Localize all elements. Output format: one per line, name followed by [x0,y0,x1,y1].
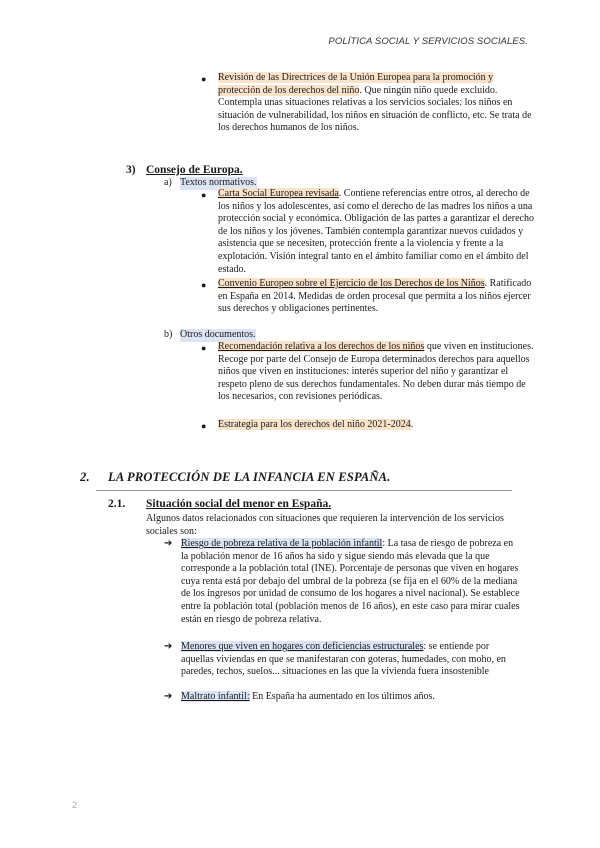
bullet-icon: ● [201,190,207,200]
item-text: . [410,419,414,430]
subsection-title: Textos normativos. [180,177,257,188]
highlighted-term: Maltrato infantil: [181,691,250,702]
page-number: 2 [72,800,78,810]
bullet-icon: ● [201,74,207,84]
list-item [218,188,536,276]
highlighted-term: Riesgo de pobreza relativa de la población infantil [181,538,383,549]
section-intro: Algunos datos relacionados con situaciones que requieren la intervención de los servicios sociales son: [146,513,504,537]
item-text: . Que ningún niño quede excluido. Contempla unas situaciones relativas a los servicios sociales: los niños en situación de vulnerabilidad, los niños en situación de conflicto, etc. Se trata de los derechos humanos de los niños. [218,84,532,134]
item-text: que viven en instituciones. Recoge por parte del Consejo de Europa determinados derechos para aquellos niños que viven en instituciones: interés superior del niño y garantizar el respeto pleno de sus derechos fundamentales. No deben durar más tiempo de los necesarios, con revisiones periódicas. [218,341,534,403]
section-number: 2.1. [108,498,126,510]
chapter-number: 2. [80,470,90,484]
list-item [181,641,521,679]
item-text: . Contiene referencias entre otros, al derecho de los niños y los adolescentes, así como el derecho de las madres los niños a una protección social y económica. Obligación de las partes a garantizar el derecho de los niños y los jóvenes. También contempla garantizar nuevos cuidados y asistencia que se necesiten, protección frente a la violencia y frente a la explotación. Visión integral tanto en el ámbito familiar como en el ámbito del estado. [218,188,534,275]
arrow-icon: ➔ [164,691,173,702]
item-text: . Ratificado en España en 2014. Medidas de orden procesal que permita a los niños ejercer sus derechos y obligaciones pertinentes. [218,278,532,315]
item-text: : La tasa de riesgo de pobreza en la población menor de 16 años ha sido y sigue siendo más elevada que la que corresponde a la población total (INE). Porcentaje de personas que viven en hogares cuya renta está por debajo del umbral de la pobreza (se fija en el 60% de la mediana de los ingresos por unidad de consumo de los hogares a nivel nacional). Se establece entre la población total (población menos de 16 años), en este caso para mirar cuales están en riesgo de pobreza relativa. [181,538,520,625]
section-number: 3) [126,164,136,176]
item-text: En España ha aumentado en los últimos años. [249,691,435,702]
list-item [218,419,536,432]
section-title: Consejo de Europa. [146,164,243,176]
chapter-title: LA PROTECCIÓN DE LA INFANCIA EN ESPAÑA. [108,470,391,484]
highlighted-term: Menores que viven en hogares con deficiencias estructurales [181,641,424,652]
bullet-icon: ● [201,421,207,431]
divider [96,490,512,491]
arrow-icon: ➔ [164,641,173,652]
highlighted-term: Recomendación relativa a los derechos de los niños [218,341,425,352]
highlighted-term: Revisión de las Directrices de la Unión Europea para la promoción y protección de los derechos del niño [218,72,494,96]
subsection-title: Otros documentos. [180,329,256,340]
highlighted-term: Carta Social Europea revisada [218,188,339,199]
arrow-icon: ➔ [164,538,173,549]
list-item [218,278,536,316]
item-text: : se entiende por aquellas viviendas en que se manifestaran con goteras, humedades, con moho, en paredes, techos, suelos... situaciones en las que la vivienda fuera insostenible [181,641,506,678]
list-item [181,538,521,626]
subsection-label: a) [164,177,172,188]
running-header: POLÍTICA SOCIAL Y SERVICIOS SOCIALES. [328,36,528,47]
section-title: Situación social del menor en España. [146,498,332,510]
bullet-icon: ● [201,343,207,353]
list-item [218,341,536,404]
list-item [218,72,536,135]
highlighted-term: Estrategia para los derechos del niño 2021-2024 [218,419,411,430]
highlighted-term: Convenio Europeo sobre el Ejercicio de los Derechos de los Niños [218,278,485,289]
list-item [181,691,521,704]
subsection-label: b) [164,329,173,340]
bullet-icon: ● [201,280,207,290]
